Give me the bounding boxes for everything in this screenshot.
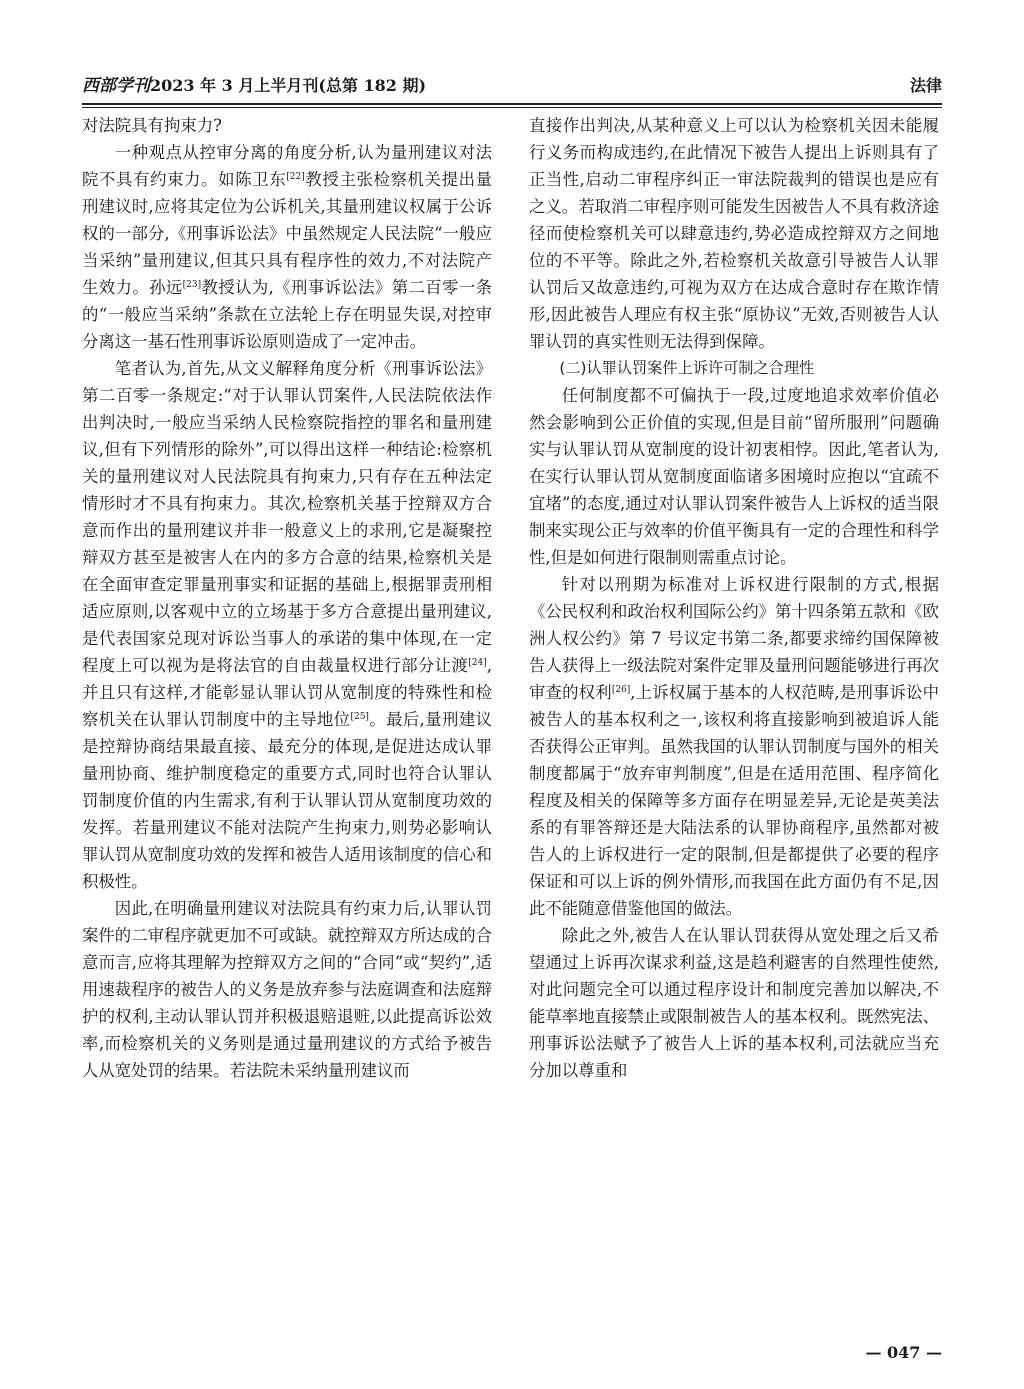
paragraph: 除此之外,被告人在认罪认罚获得从宽处理之后又希望通过上诉再次谋求利益,这是趋利避害的自然理性使然,对此问题完全可以通过程序设计和制度完善加以解决,不能草率地直接禁止或限制被告人的基本权利。既然宪法、刑事诉讼法赋予了被告人上诉的基本权利,司法就应当充分加以尊重和 <box>529 926 939 1080</box>
paragraph: 笔者认为,首先,从文义解释角度分析《刑事诉讼法》第二百零一条规定:“对于认罪认罚案件,人民法院依法作出判决时,一般应当采纳人民检察院指控的罪名和量刑建议,但有下列情形的除外”,可以得出这样一种结论:检察机关的量刑建议对人民法院具有拘束力,只有存在五种法定情形时才不具有拘束力。其次,检察机关基于控辩双方合意而作出的量刑建议并非一般意义上的求刑,它是凝聚控辩双方甚至是被害人在内的多方合意的结果,检察机关是在全面审查定罪量刑事实和证据的基础上,根据罪责刑相适应原则,以客观中立的立场基于多方合意提出量刑建议,是代表国家兑现对诉讼当事人的承诺的集中体现,在一定程度上可以视为是将法官的自由裁量权进行部分让渡[24],并且只有这样,才能彰显认罪认罚从宽制度的特殊性和检察机关在认罪认罚制度中的主导地位[25]。最后,量刑建议是控辩协商结果最直接、最充分的体现,是促进达成认罪量刑协商、维护制度稳定的重要方式,同时也符合认罪认罚制度价值的内生需求,有利于认罪认罚从宽制度功效的发挥。若量刑建议不能对法院产生拘束力,则势必影响认罪认罚从宽制度功效的发挥和被告人适用该制度的信心和积极性。 <box>82 359 493 891</box>
header-rule-thin <box>82 107 942 108</box>
header-rule-thick <box>82 103 942 105</box>
page-number: — 047 — <box>865 1343 942 1362</box>
paragraph: 一种观点从控审分离的角度分析,认为量刑建议对法院不具有约束力。如陈卫东[22]教授主张检察机关提出量刑建议时,应将其定位为公诉机关,其量刑建议权属于公诉权的一部分,《刑事诉讼法》中虽然规定人民法院“一般应当采纳”量刑建议,但其只具有程序性的效力,不对法院产生效力。孙远[23]教授认为,《刑事诉讼法》第二百零一条的“一般应当采纳”条款在立法轮上存在明显失误,对控审分离这一基石性刑事诉讼原则造成了一定冲击。 <box>82 143 493 351</box>
paragraph: 对法院具有拘束力? <box>82 116 222 135</box>
left-column <box>82 112 492 1084</box>
section-label: 法律 <box>909 76 942 95</box>
paragraph: 任何制度都不可偏执于一段,过度地追求效率价值必然会影响到公正价值的实现,但是目前“留所服刑”问题确实与认罪认罚从宽制度的设计初衷相悖。因此,笔者认为,在实行认罪认罚从宽制度面临诸多困境时应抱以“宜疏不宜堵”的态度,通过对认罪认罚案件被告人上诉权的适当限制来实现公正与效率的价值平衡具有一定的合理性和科学性,但是如何进行限制则需重点讨论。 <box>529 386 939 567</box>
journal-logo: 西部学刊 <box>82 76 150 96</box>
paragraph: 直接作出判决,从某种意义上可以认为检察机关因未能履行义务而构成违约,在此情况下被告人提出上诉则具有了正当性,启动二审程序纠正一审法院裁判的错误也是应有之义。若取消二审程序则可能发生因被告人不具有救济途径而使检察机关可以肆意违约,势必造成控辩双方之间地位的不平等。除此之外,若检察机关故意引导被告人认罪认罚后又故意违约,可视为双方在达成合意时存在欺诈情形,因此被告人理应有权主张“原协议”无效,否则被告人认罪认罚的真实性则无法得到保障。 <box>529 116 939 351</box>
paragraph: 因此,在明确量刑建议对法院具有约束力后,认罪认罚案件的二审程序就更加不可或缺。就控辩双方所达成的合意而言,应将其理解为控辩双方之间的“合同”或“契约”,适用速裁程序的被告人的义务是放弃参与法庭调查和法庭辩护的权利,主动认罪认罚并积极退赔退赃,以此提高诉讼效率,而检察机关的义务则是通过量刑建议的方式给予被告人从宽处罚的结果。若法院未采纳量刑建议而 <box>82 899 492 1080</box>
issue-info: 2023 年 3 月上半月刊(总第 182 期) <box>150 76 427 95</box>
journal-issue-line <box>82 72 426 100</box>
right-column <box>529 112 939 1084</box>
running-header <box>82 72 942 102</box>
section-heading: (二)认罪认罚案件上诉许可制之合理性 <box>559 359 815 377</box>
paragraph: 针对以刑期为标准对上诉权进行限制的方式,根据《公民权利和政治权利国际公约》第十四条第五款和《欧洲人权公约》第 7 号议定书第二条,都要求缔约国保障被告人获得上一级法院对案件定罪及量刑问题能够进行再次审查的权利[26],上诉权属于基本的人权范畴,是刑事诉讼中被告人的基本权利之一,该权利将直接影响到被追诉人能否获得公正审判。虽然我国的认罪认罚制度与国外的相关制度都属于“放弃审判制度”,但是在适用范围、程序简化程度及相关的保障等多方面存在明显差异,无论是英美法系的有罪答辩还是大陆法系的认罪协商程序,虽然都对被告人的上诉权进行一定的限制,但是都提供了必要的程序保证和可以上诉的例外情形,而我国在此方面仍有不足,因此不能随意借鉴他国的做法。 <box>529 575 940 918</box>
